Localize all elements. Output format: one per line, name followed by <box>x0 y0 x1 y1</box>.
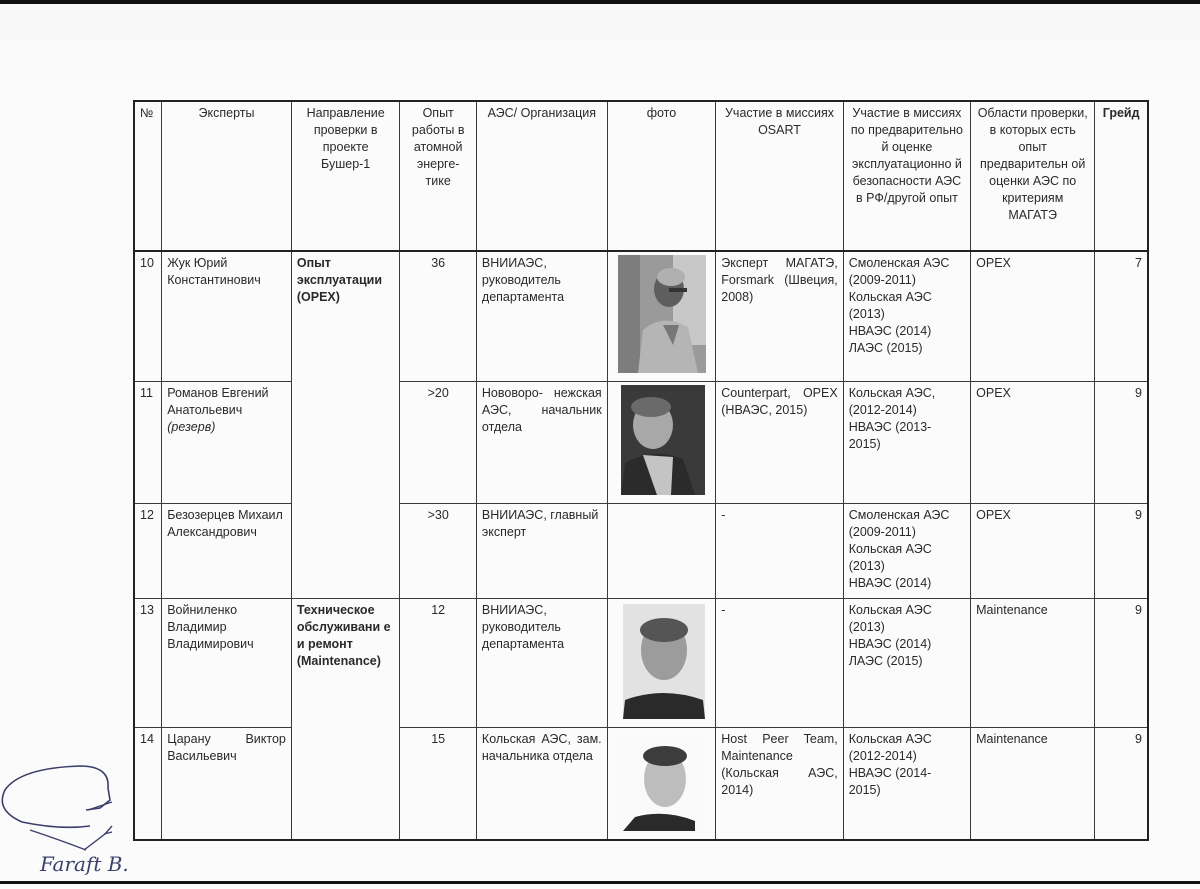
missions-list <box>843 728 970 841</box>
mission-item: Смоленская АЭС (2009-2011) <box>848 256 950 287</box>
grade-value: 9 <box>1095 504 1148 599</box>
photo-cell <box>607 599 716 728</box>
mission-item: НВАЭС (2014) <box>848 324 932 338</box>
header-experience: Опыт работы в атомной энерге-тике <box>400 101 476 251</box>
expert-name: Войниленко Владимир Владимирович <box>162 599 292 728</box>
table-row <box>134 504 1148 599</box>
osart-participation: Эксперт МАГАТЭ, Forsmark (Швеция, 2008) <box>716 251 843 382</box>
table-header-row <box>134 101 1148 251</box>
expert-name: Жук Юрий Константинович <box>162 251 292 382</box>
header-areas: Области проверки, в которых есть опыт предварительн ой оценки АЭС по критериям МАГАТЭ <box>971 101 1095 251</box>
review-areas: OPEX <box>971 504 1095 599</box>
header-experts: Эксперты <box>162 101 292 251</box>
direction-opex: Опыт эксплуатации (OPEX) <box>291 251 400 599</box>
photo-passport-man-icon <box>613 602 711 724</box>
mission-item: ЛАЭС (2015) <box>848 341 923 355</box>
row-number: 12 <box>134 504 162 599</box>
organization: Кольская АЭС, зам. начальника отдела <box>476 728 607 841</box>
mission-item: Кольская АЭС (2013) <box>848 290 932 321</box>
missions-list <box>843 504 970 599</box>
expert-name: Царану Виктор Васильевич <box>162 728 292 841</box>
photo-cell <box>607 728 716 841</box>
signature-text: Faraft B. <box>40 852 129 876</box>
row-number: 14 <box>134 728 162 841</box>
missions-list <box>843 599 970 728</box>
mission-item: Кольская АЭС (2013) <box>848 542 932 573</box>
expert-name-cell <box>162 382 292 504</box>
mission-item: Кольская АЭС, (2012-2014) <box>848 386 936 417</box>
grade-value: 9 <box>1095 728 1148 841</box>
scan-background-noise <box>0 4 1200 94</box>
experience-years: >30 <box>400 504 476 599</box>
expert-name: Романов Евгений Анатольевич <box>167 386 269 417</box>
osart-participation: Counterpart, OPEX (НВАЭС, 2015) <box>716 382 843 504</box>
review-areas: OPEX <box>971 382 1095 504</box>
direction-maintenance: Техническое обслуживани е и ремонт (Maintenance) <box>291 599 400 841</box>
photo-passport-man-icon <box>613 731 711 836</box>
row-number: 11 <box>134 382 162 504</box>
table-row <box>134 599 1148 728</box>
photo-cell-empty <box>607 504 716 599</box>
missions-list <box>843 382 970 504</box>
header-organization: АЭС/ Организация <box>476 101 607 251</box>
osart-participation: Host Peer Team, Maintenance (Кольская АЭС, 2014) <box>716 728 843 841</box>
missions-list <box>843 251 970 382</box>
mission-item: ЛАЭС (2015) <box>848 654 923 668</box>
row-number: 13 <box>134 599 162 728</box>
header-grade: Грейд <box>1095 101 1148 251</box>
mission-item: НВАЭС (2014) <box>848 576 932 590</box>
header-num: № <box>134 101 162 251</box>
row-number: 10 <box>134 251 162 382</box>
header-photo: фото <box>607 101 716 251</box>
osart-participation: - <box>716 504 843 599</box>
grade-value: 9 <box>1095 382 1148 504</box>
review-areas: OPEX <box>971 251 1095 382</box>
table-row <box>134 251 1148 382</box>
experience-years: 36 <box>400 251 476 382</box>
experience-years: >20 <box>400 382 476 504</box>
header-direction: Направление проверки в проекте Бушер-1 <box>291 101 400 251</box>
header-missions: Участие в миссиях по предварительно й оценке эксплуатационно й безопасности АЭС в РФ/другой опыт <box>843 101 970 251</box>
organization: Нововоро- нежская АЭС, начальник отдела <box>476 382 607 504</box>
experience-years: 12 <box>400 599 476 728</box>
photo-portrait-man-suit-icon <box>613 385 711 500</box>
grade-value: 9 <box>1095 599 1148 728</box>
header-osart: Участие в миссиях OSART <box>716 101 843 251</box>
mission-item: НВАЭС (2013- 2015) <box>848 420 932 451</box>
experience-years: 15 <box>400 728 476 841</box>
review-areas: Maintenance <box>971 728 1095 841</box>
table-row <box>134 382 1148 504</box>
grade-value: 7 <box>1095 251 1148 382</box>
expert-name: Безозерцев Михаил Александрович <box>162 504 292 599</box>
mission-item: Кольская АЭС (2012-2014) <box>848 732 932 763</box>
organization: ВНИИАЭС, руководитель департамента <box>476 599 607 728</box>
table-row <box>134 728 1148 841</box>
mission-item: Смоленская АЭС (2009-2011) <box>848 508 950 539</box>
mission-item: Кольская АЭС (2013) <box>848 603 932 634</box>
review-areas: Maintenance <box>971 599 1095 728</box>
experts-table <box>133 100 1149 841</box>
handwritten-signature <box>0 760 200 884</box>
organization: ВНИИАЭС, руководитель департамента <box>476 251 607 382</box>
osart-participation: - <box>716 599 843 728</box>
organization: ВНИИАЭС, главный эксперт <box>476 504 607 599</box>
photo-cell <box>607 251 716 382</box>
mission-item: НВАЭС (2014) <box>848 637 932 651</box>
photo-portrait-man-glasses-icon <box>613 255 711 378</box>
mission-item: НВАЭС (2014- 2015) <box>848 766 932 797</box>
photo-cell <box>607 382 716 504</box>
reserve-note: (резерв) <box>167 420 216 434</box>
